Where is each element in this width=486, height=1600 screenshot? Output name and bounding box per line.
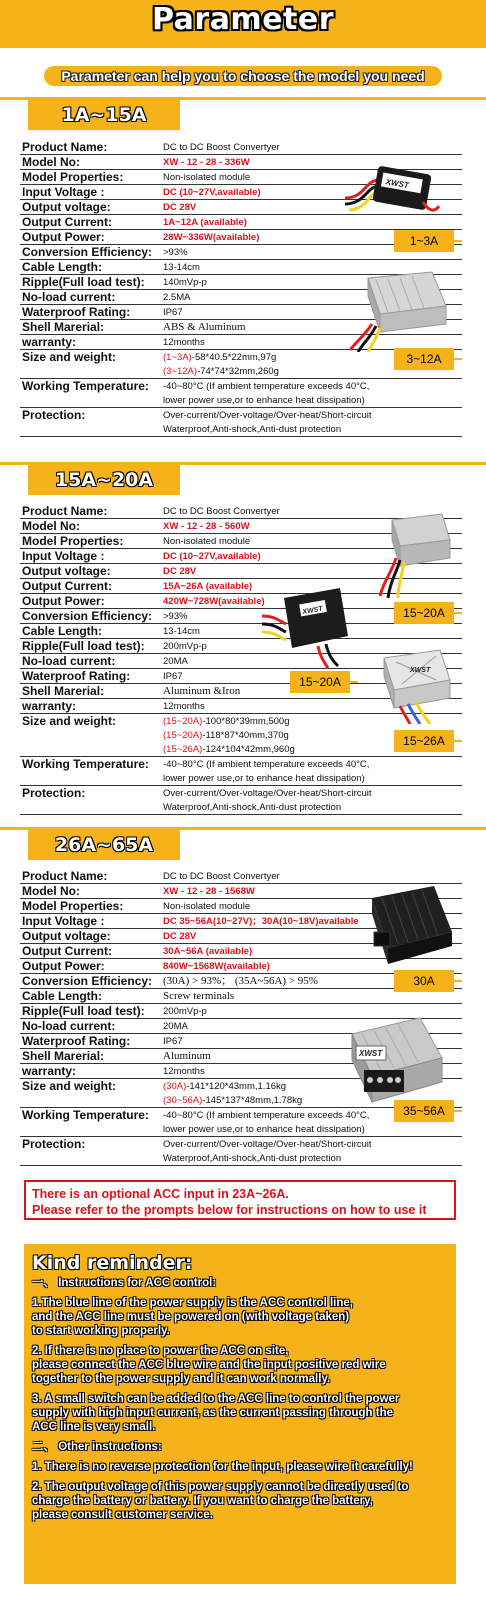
reminder-heading: 二、 Other instructions: — [32, 1441, 162, 1453]
spec-row: Model Properties: Non-isolated module — [20, 899, 462, 914]
badge: 15~20A — [290, 671, 350, 693]
spec-row: Product Name: DC to DC Boost Convertyer — [20, 869, 462, 884]
section-tab-3: 26A~65A — [28, 830, 180, 860]
spec-row: Output Power: 420W~728W(available) — [20, 594, 462, 609]
converter-terminal-image — [342, 1010, 446, 1106]
converter-black-image — [262, 580, 352, 670]
spec-row: warranty: 12months — [20, 1064, 462, 1079]
converter-finned-image — [372, 510, 452, 600]
spec-row: Output Power: 840W~1568W(available) — [20, 959, 462, 974]
spec-row: Working Temperature: -40~80°C (If ambient temperature exceeds 40°C, lower power use,or to enhance heat dissipation) — [20, 1108, 462, 1137]
spec-row: Output Current: 15A~26A (available) — [20, 579, 462, 594]
spec-row: Input Voltage : DC 35~56A(10~27V)；30A(10~18V)available — [20, 914, 462, 929]
converter-small-image — [345, 158, 441, 222]
spec-row: No-load current: 20MA — [20, 1019, 462, 1034]
svg-text:XWST: XWST — [385, 177, 410, 191]
reminder-heading: 一、 Instructions for ACC control: — [32, 1277, 217, 1289]
spec-row: Size and weight: (15~20A)-100*80*39mm,500g (15~20A)-118*87*40mm,370g (15~26A)-124*104*42mm,960g — [20, 714, 462, 757]
spec-row: Output voltage: DC 28V — [20, 929, 462, 944]
spec-row: Output Current: 30A~56A (available) — [20, 944, 462, 959]
section-tab-1: 1A~15A — [28, 100, 180, 130]
spec-row: Ripple(Full load test): 200mVp-p — [20, 639, 462, 654]
spec-row: Conversion Efficiency: >93% — [20, 609, 462, 624]
converter-white-image — [370, 640, 454, 724]
kind-reminder-panel: Kind reminder: 一、 Instructions for ACC control: 1.The blue line of the power supply is the ACC control line, and the ACC line must be powered on (with voltage taken) to start working properly. 2. If there is no place to power the ACC on site, please connect the ACC blue wire and the input positive red wire together to the power supply and it can work normally. 3. A small switch can be added to the ACC line to control the power supply with high input current, as the current passing through the ACC line is very small. 二、 Other instructions: 1. There is no reverse protection for the input, please wire it carefully! 2. The output voltage of this power supply cannot be directly used to charge the battery or battery. If you want to charge the battery, please consult customer service. — [24, 1244, 456, 1584]
spec-row: Output voltage: DC 28V — [20, 564, 462, 579]
badge: 15~20A — [394, 602, 454, 624]
acc-notice: There is an optional ACC input in 23A~26A. Please refer to the prompts below for instructions on how to use it — [24, 1180, 456, 1220]
badge: 35~56A — [394, 1100, 454, 1122]
spec-row: Output voltage: DC 28V — [20, 200, 462, 215]
spec-row: Output Current: 1A~12A (available) — [20, 215, 462, 230]
reminder-title: Kind reminder: — [32, 1252, 193, 1274]
badge: 30A — [394, 970, 454, 992]
spec-row: warranty: 12months — [20, 335, 462, 350]
spec-row: Model No: XW - 12 - 28 - 336W — [20, 155, 462, 170]
spec-row: Working Temperature: -40~80°C (If ambient temperature exceeds 40°C, lower power use,or to enhance heat dissipation) — [20, 379, 462, 408]
spec-row: Cable Length: 13-14cm — [20, 624, 462, 639]
converter-finned-image — [350, 266, 450, 352]
page-subtitle: Parameter can help you to choose the model you need — [61, 68, 425, 84]
spec-row: Model Properties: Non-isolated module — [20, 170, 462, 185]
spec-row: Conversion Efficiency: (30A) > 93%； (35A~56A) > 95% — [20, 974, 462, 989]
spec-row: Input Voltage : DC (10~27V,available) — [20, 185, 462, 200]
spec-row: Working Temperature: -40~80°C (If ambient temperature exceeds 40°C, lower power use,or to enhance heat dissipation) — [20, 757, 462, 786]
badge: 15~26A — [394, 730, 454, 752]
badge: 1~3A — [394, 230, 454, 252]
spec-row: Model No: XW - 12 - 28 - 560W — [20, 519, 462, 534]
section-tab-2: 15A~20A — [28, 465, 180, 495]
spec-row: No-load current: 20MA — [20, 654, 462, 669]
spec-row: Protection: Over-current/Over-voltage/Over-heat/Short-circuit Waterproof,Anti-shock,Anti-dust protection — [20, 786, 462, 815]
spec-row: Cable Length: 13-14cm — [20, 260, 462, 275]
spec-row: Product Name: DC to DC Boost Convertyer — [20, 504, 462, 519]
spec-row: Shell Marerial: Aluminum &Iron — [20, 684, 462, 699]
badge: 3~12A — [394, 348, 454, 370]
spec-row: Cable Length: Screw terminals — [20, 989, 462, 1004]
spec-row: Conversion Efficiency: >93% — [20, 245, 462, 260]
page-title: Parameter — [151, 2, 335, 37]
spec-row: Protection: Over-current/Over-voltage/Over-heat/Short-circuit Waterproof,Anti-shock,Anti-dust protection — [20, 408, 462, 437]
svg-text:XWST: XWST — [410, 667, 431, 674]
spec-row: Output Power: 28W~336W(available) — [20, 230, 462, 245]
spec-row: warranty: 12months — [20, 699, 462, 714]
converter-heatsink-image — [360, 880, 456, 970]
spec-row: Waterproof Rating: IP67 — [20, 669, 462, 684]
spec-row: Product Name: DC to DC Boost Convertyer — [20, 140, 462, 155]
spec-row: Model No: XW - 12 - 28 - 1568W — [20, 884, 462, 899]
spec-row: Size and weight: (1~3A)-58*40.5*22mm,97g (3~12A)-74*74*32mm,260g — [20, 350, 462, 379]
spec-row: Protection: Over-current/Over-voltage/Over-heat/Short-circuit Waterproof,Anti-shock,Anti-dust protection — [20, 1137, 462, 1166]
spec-row: Waterproof Rating: IP67 — [20, 1034, 462, 1049]
spec-row: Shell Marerial: Aluminum — [20, 1049, 462, 1064]
spec-row: Ripple(Full load test): 140mVp-p — [20, 275, 462, 290]
spec-row: Waterproof Rating: IP67 — [20, 305, 462, 320]
spec-row: Model Properties: Non-isolated module — [20, 534, 462, 549]
spec-row: Input Voltage : DC (10~27V,available) — [20, 549, 462, 564]
svg-text:XWST: XWST — [302, 605, 324, 616]
spec-row: No-load current: 2.5MA — [20, 290, 462, 305]
svg-text:XWST: XWST — [359, 1049, 383, 1058]
spec-row: Size and weight: (30A)-141*120*43mm,1.16kg (30~56A)-145*137*48mm,1.78kg — [20, 1079, 462, 1108]
spec-row: Ripple(Full load test): 200mVp-p — [20, 1004, 462, 1019]
spec-row: Shell Marerial: ABS & Aluminum — [20, 320, 462, 335]
